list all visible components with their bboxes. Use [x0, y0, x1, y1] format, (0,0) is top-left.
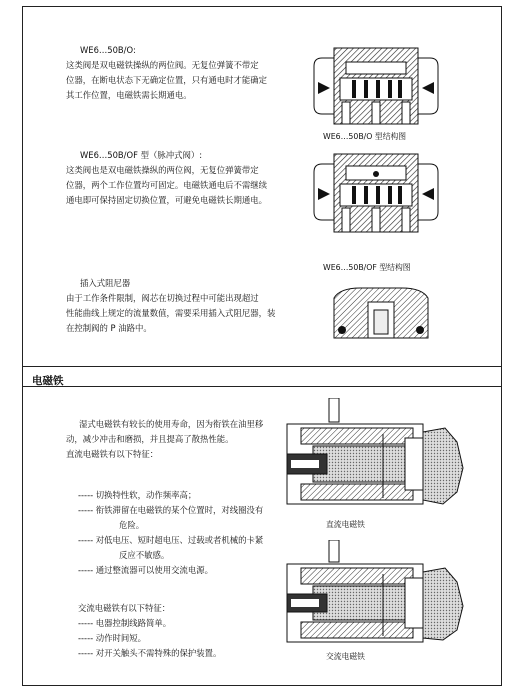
valve-o-desc-2: 位器，在断电状态下无确定位置，只有通电时才能确定 [66, 75, 267, 85]
valve-of-desc-3: 通电即可保持固定切换位置，可避免电磁铁长期通电。 [66, 195, 267, 205]
valve-of-title: WE6…50B/OF 型（脉冲式阀）: [80, 150, 203, 160]
dc-solenoid-caption: 直流电磁铁 [326, 520, 365, 529]
dc-feature-2: ----- 衔铁滞留在电磁铁的某个位置时，对线圈没有 [78, 505, 264, 515]
ac-solenoid-diagram [283, 540, 467, 648]
section-divider-top [22, 366, 502, 367]
valve-of-desc-1: 这类阀也是双电磁铁操纵的两位阀，无复位弹簧带定 [66, 165, 259, 175]
valve-of-caption: WE6…50B/OF 型结构图 [323, 263, 411, 272]
damper-desc-2: 性能曲线上规定的流量数值，需要采用插入式阻尼器，装 [66, 308, 276, 318]
dc-feature-1: ----- 切换特性软，动作频率高； [78, 490, 197, 500]
valve-o-desc-1: 这类阀是双电磁铁操纵的两位阀。无复位弹簧不带定 [66, 60, 259, 70]
damper-title: 插入式阻尼器 [80, 278, 131, 288]
ac-features-title: 交流电磁铁有以下特征： [78, 603, 171, 613]
dc-solenoid-diagram [283, 398, 467, 514]
ac-feature-1: ----- 电器控制线路简单。 [78, 618, 172, 628]
valve-of-structure-diagram [312, 150, 440, 238]
dc-feature-2-cont: 危险。 [119, 520, 145, 530]
dc-feature-4: ----- 通过整流器可以使用交流电源。 [78, 565, 214, 575]
dc-features-title: 直流电磁铁有以下特征： [66, 449, 159, 459]
ac-feature-2: ----- 动作时间短。 [78, 633, 147, 643]
valve-o-title: WE6…50B/O: [80, 45, 136, 55]
ac-feature-3: ----- 对开关触头不需特殊的保护装置。 [78, 648, 222, 658]
dc-feature-3-cont: 反应不敏感。 [119, 550, 170, 560]
solenoid-intro-1: 湿式电磁铁有较长的使用寿命，因为衔铁在油里移 [79, 419, 264, 429]
dc-feature-3: ----- 对低电压、短时超电压、过载或者机械的卡紧 [78, 535, 264, 545]
valve-o-desc-3: 其工作位置，电磁铁需长期通电。 [66, 90, 192, 100]
valve-o-structure-diagram [312, 44, 440, 129]
section-heading-solenoid: 电磁铁 [32, 375, 64, 387]
ac-solenoid-caption: 交流电磁铁 [326, 652, 365, 661]
valve-of-desc-2: 位器，两个工作位置均可固定。电磁铁通电后不需继续 [66, 180, 267, 190]
section-divider-bottom [22, 386, 502, 387]
solenoid-intro-2: 动，减少冲击和磨损，并且提高了散热性能。 [66, 434, 234, 444]
damper-desc-3: 在控制阀的 P 油路中。 [66, 323, 152, 333]
valve-o-caption: WE6…50B/O 型结构图 [323, 132, 407, 141]
damper-desc-1: 由于工作条件限制，阀芯在切换过程中可能出现超过 [66, 293, 259, 303]
damper-diagram [330, 286, 432, 342]
